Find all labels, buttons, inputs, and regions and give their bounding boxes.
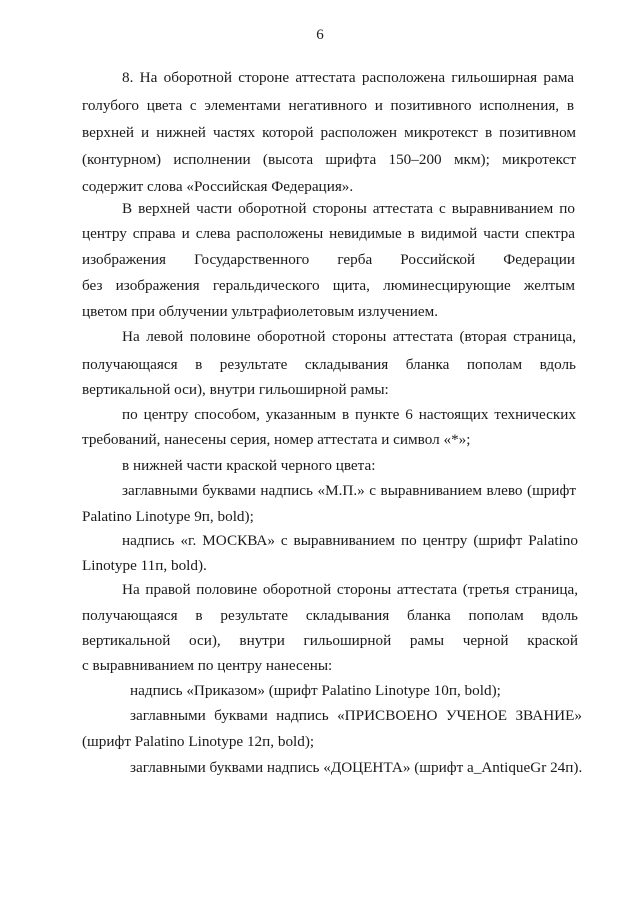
- text-line: голубого цвета с элементами негативного и позитивного исполнения, в: [82, 97, 574, 114]
- text-line: На правой половине оборотной стороны аттестата (третья страница,: [122, 581, 578, 598]
- text-line: без изображения геральдического щита, люминесцирующие желтым: [82, 277, 575, 294]
- text-line: требований, нанесены серия, номер аттестата и символ «*»;: [82, 431, 471, 448]
- page-number: 6: [316, 27, 324, 43]
- text-line: Palatino Linotype 9п, bold);: [82, 508, 254, 525]
- text-line: в нижней части краской черного цвета:: [122, 457, 376, 474]
- text-line: вертикальной оси), внутри гильоширной рамы черной краской: [82, 632, 578, 649]
- text-line: по центру способом, указанным в пункте 6 настоящих технических: [122, 406, 576, 423]
- text-line: заглавными буквами надпись «М.П.» с выравниванием влево (шрифт: [122, 482, 576, 499]
- text-line: получающаяся в результате складывания бланка пополам вдоль: [82, 356, 576, 373]
- text-line: заглавными буквами надпись «ДОЦЕНТА» (шрифт a_AntiqueGr 24п).: [130, 759, 583, 776]
- text-line: верхней и нижней частях которой расположен микротекст в позитивном: [82, 124, 576, 141]
- text-line: (шрифт Palatino Linotype 12п, bold);: [82, 733, 315, 750]
- text-line: получающаяся в результате складывания бланка пополам вдоль: [82, 607, 578, 624]
- text-line: 8. На оборотной стороне аттестата расположена гильоширная рама: [122, 69, 574, 86]
- text-line: В верхней части оборотной стороны аттестата с выравниванием по: [122, 200, 575, 217]
- text-line: заглавными буквами надпись «ПРИСВОЕНО УЧЕНОЕ ЗВАНИЕ»: [130, 707, 582, 724]
- text-line: изображения Государственного герба Российской Федерации: [82, 251, 575, 268]
- text-line: вертикальной оси), внутри гильоширной рамы:: [82, 381, 389, 398]
- text-line: с выравниванием по центру нанесены:: [82, 657, 333, 674]
- text-line: (контурном) исполнении (высота шрифта 150–200 мкм); микротекст: [82, 151, 576, 168]
- text-line: Linotype 11п, bold).: [82, 557, 207, 574]
- text-line: содержит слова «Российская Федерация».: [82, 178, 354, 195]
- text-line: центру справа и слева расположены невидимые в видимой части спектра: [82, 225, 575, 242]
- text-line: На левой половине оборотной стороны аттестата (вторая страница,: [122, 328, 576, 345]
- text-line: надпись «Приказом» (шрифт Palatino Linotype 10п, bold);: [130, 682, 501, 699]
- text-line: надпись «г. МОСКВА» с выравниванием по центру (шрифт Palatino: [122, 532, 578, 549]
- text-line: цветом при облучении ультрафиолетовым излучением.: [82, 303, 439, 320]
